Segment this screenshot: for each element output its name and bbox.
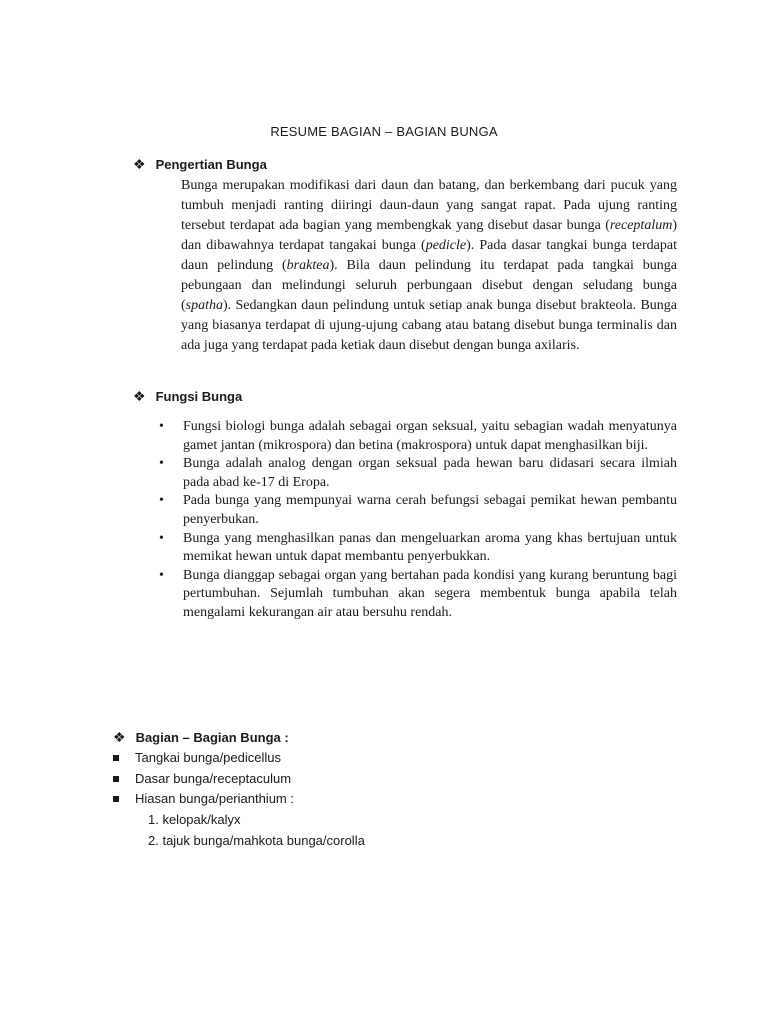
paragraph-text: ). Sedangkan daun pelindung untuk setiap anak bunga disebut brakteola. Bunga yang biasanya terdapat di ujung-ujung cabang atau batang disebut bunga terminalis dan ada juga yang terdapat pada ketiak daun disebut dengan bunga axilaris. — [181, 298, 677, 353]
list-item-text: Bunga dianggap sebagai organ yang bertahan pada kondisi yang kurang beruntung bagi pertumbuhan. Sejumlah tumbuhan akan segera membentuk bunga apabila telah mengalami kekurangan air atau bersuhu rendah. — [183, 567, 677, 620]
bullet-dot-icon: • — [159, 493, 164, 509]
list-item — [157, 567, 677, 623]
definition-paragraph — [181, 176, 677, 356]
diamond-bullet-icon: ❖ — [113, 729, 126, 745]
list-item — [113, 789, 294, 810]
term-pedicle: pedicle — [425, 238, 467, 253]
heading-label: Fungsi Bunga — [155, 389, 243, 404]
paragraph-text: ). Pada dasar tangkai bunga terdapat daun pelindung ( — [181, 238, 677, 273]
diamond-bullet-icon: ❖ — [133, 388, 146, 404]
list-item — [157, 455, 677, 492]
list-item: 2. tajuk bunga/mahkota bunga/corolla — [148, 832, 365, 848]
list-item-text: Tangkai bunga/pedicellus — [135, 750, 281, 765]
list-item-text: Dasar bunga/receptaculum — [135, 770, 292, 786]
term-receptalum: receptalum — [609, 218, 673, 233]
square-bullet-icon — [113, 755, 119, 761]
list-item-text: Fungsi biologi bunga adalah sebagai organ seksual, yaitu sebagian wadah menyatunya gamet jantan (mikrospora) dan betina (makrospora) untuk dapat menghasilkan biji. — [183, 419, 677, 453]
list-item-text: Bunga adalah analog dengan organ seksual pada hewan baru didasari secara ilmiah pada abad ke-17 di Eropa. — [183, 456, 677, 490]
term-braktea: braktea — [286, 258, 330, 273]
heading-bagian-bunga — [113, 729, 289, 746]
parts-list — [113, 748, 294, 810]
paragraph-text: ). Bila daun pelindung itu terdapat pada tangkai bunga pebungaan dan melindungi seluruh perbungaan disebut dengan seludang bunga ( — [181, 258, 677, 313]
heading-fungsi-bunga — [133, 388, 242, 405]
term-spatha: spatha — [185, 298, 224, 313]
list-item-text: Bunga yang menghasilkan panas dan mengeluarkan aroma yang khas bertujuan untuk memikat hewan untuk dapat membantu penyerbukkan. — [183, 530, 677, 565]
diamond-bullet-icon: ❖ — [133, 156, 146, 172]
list-item-text: Hiasan bunga/perianthium : — [135, 791, 294, 806]
heading-label: Bagian – Bagian Bunga : — [135, 730, 289, 745]
bullet-dot-icon: • — [159, 530, 164, 546]
function-list — [157, 418, 677, 623]
paragraph-text: Bunga merupakan modifikasi dari daun dan batang, dan berkembang dari pucuk yang tumbuh menjadi ranting diiringi daun-daun yang sangat rapat. Pada ujung ranting tersebut terdapat ada bagian yang membengkak yang disebut dasar bunga ( — [181, 178, 677, 233]
list-item-text: Pada bunga yang mempunyai warna cerah befungsi sebagai pemikat hewan pembantu penyerbukan. — [183, 493, 677, 527]
bullet-dot-icon: • — [159, 567, 164, 583]
heading-label: Pengertian Bunga — [155, 157, 267, 172]
bullet-dot-icon: • — [159, 456, 164, 472]
list-item — [113, 769, 294, 790]
list-item: 1. kelopak/kalyx — [148, 812, 241, 827]
paragraph-text: ) dan dibawahnya terdapat tangakai bunga ( — [181, 218, 677, 253]
document-title: RESUME BAGIAN – BAGIAN BUNGA — [270, 124, 498, 139]
perianth-sublist — [148, 810, 365, 851]
list-item — [157, 530, 677, 567]
square-bullet-icon — [113, 796, 119, 802]
square-bullet-icon — [113, 776, 119, 782]
heading-pengertian-bunga — [133, 156, 267, 173]
bullet-dot-icon: • — [159, 419, 164, 434]
list-item — [113, 748, 294, 769]
list-item — [157, 492, 677, 529]
list-item — [157, 418, 677, 455]
